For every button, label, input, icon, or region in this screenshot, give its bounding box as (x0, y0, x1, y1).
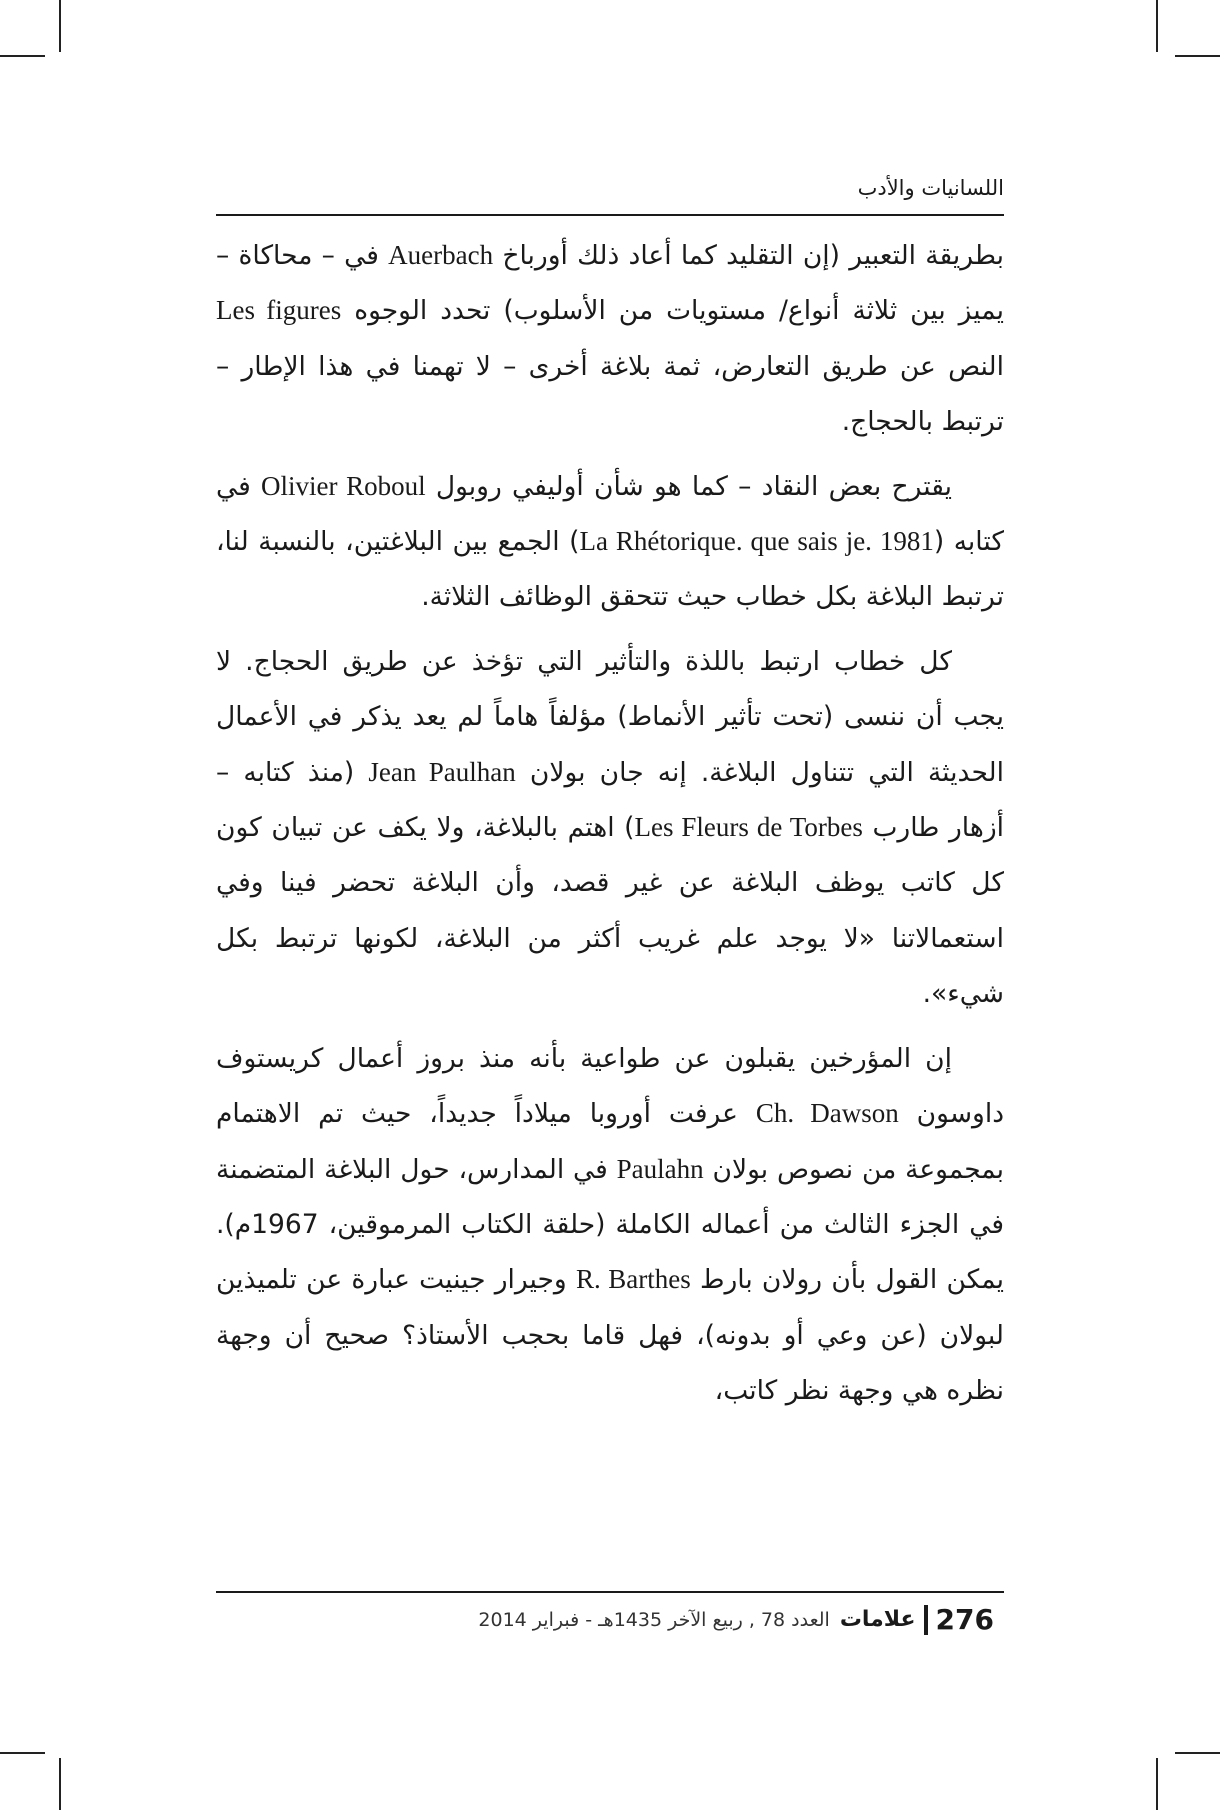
latin-term: R. Barthes (575, 1264, 691, 1295)
crop-mark (1175, 55, 1220, 57)
page-number: 276 (935, 1603, 994, 1636)
latin-term: Olivier Roboul (261, 470, 426, 501)
latin-term: Les Fleurs de Torbes (634, 812, 863, 843)
latin-term: Les figures (216, 295, 342, 326)
issue-info: العدد 78 , ربيع الآخر 1435هـ - فبراير 2014 (478, 1608, 830, 1631)
latin-term: Auerbach (388, 240, 494, 270)
footer-divider (924, 1605, 928, 1635)
body-text (216, 228, 1004, 1428)
latin-term: Paulahn (616, 1153, 704, 1184)
paragraph-2: يقترح بعض النقاد – كما هو شأن أوليفي روبول Olivier Roboul في كتابه (La Rhétorique. que sais je. 1981) الجمع بين البلاغتين، بالنسبة لنا، ترتبط البلاغة بكل خطاب حيث تتحقق الوظائف الثلاثة. (216, 470, 1004, 613)
crop-mark (0, 1752, 45, 1754)
crop-mark (1156, 0, 1158, 52)
latin-term: La Rhétorique. que sais je. 1981 (579, 526, 934, 557)
crop-mark (0, 55, 45, 57)
journal-name: علامات (839, 1607, 916, 1632)
running-title: اللسانيات والأدب (857, 176, 1004, 200)
running-header (216, 170, 1004, 216)
crop-mark (59, 1758, 61, 1810)
footer-info (478, 1603, 994, 1636)
page-footer (216, 1591, 1004, 1653)
paragraph-4: إن المؤرخين يقبلون عن طواعية بأنه منذ بروز أعمال كريستوف داوسون Ch. Dawson عرفت أوروبا ميلاداً جديداً، حيث تم الاهتمام بمجموعة من نصوص بولان Paulahn في المدارس، حول البلاغة المتضمنة في الجزء الثالث من أعماله الكاملة (حلقة الكتاب المرموقين، 1967م). يمكن القول بأن رولان بارط R. Barthes وجيرار جينيت عبارة عن تلميذين لبولان (عن وعي أو بدونه)، فهل قاما بحجب الأستاذ؟ صحيح أن وجهة نظره هي وجهة نظر كاتب، (216, 1042, 1004, 1407)
latin-term: Jean Paulhan (368, 756, 516, 787)
latin-term: Ch. Dawson (755, 1098, 899, 1129)
paragraph-3: كل خطاب ارتبط باللذة والتأثير التي تؤخذ عن طريق الحجاج. لا يجب أن ننسى (تحت تأثير الأنماط) مؤلفاً هاماً لم يعد يذكر في الأعمال الحديثة التي تتناول البلاغة. إنه جان بولان Jean Paulhan (منذ كتابه – أزهار طارب Les Fleurs de Torbes) اهتم بالبلاغة، ولا يكف عن تبيان كون كل كاتب يوظف البلاغة عن غير قصد، وأن البلاغة تحضر فينا وفي استعمالاتنا «لا يوجد علم غريب أكثر من البلاغة، لكونها ترتبط بكل شيء». (216, 645, 1004, 1010)
crop-mark (1175, 1752, 1220, 1754)
paragraph-1: بطريقة التعبير (إن التقليد كما أعاد ذلك أورباخ Auerbach في – محاكاة – يميز بين ثلاثة أنواع/ مستويات من الأسلوب) تحدد الوجوه Les figures النص عن طريق التعارض، ثمة بلاغة أخرى – لا تهمنا في هذا الإطار – ترتبط بالحجاج. (216, 240, 1005, 438)
crop-mark (59, 0, 61, 52)
crop-mark (1156, 1758, 1158, 1810)
